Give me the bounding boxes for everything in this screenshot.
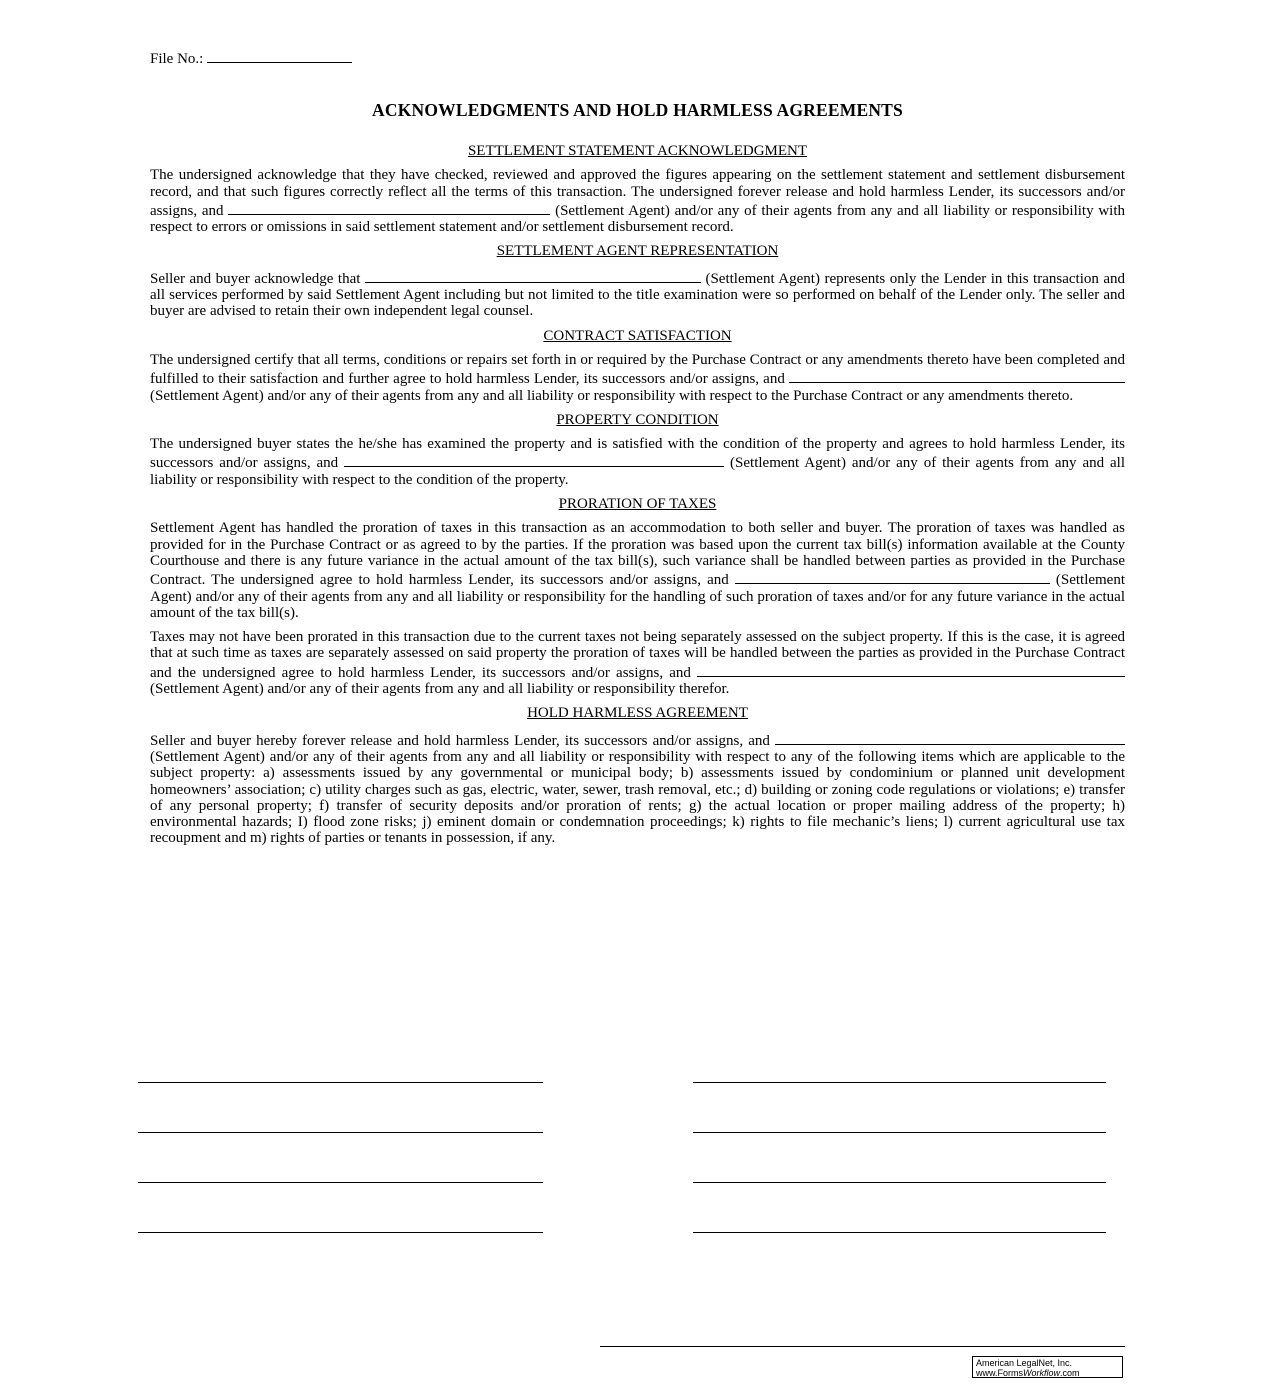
paragraph-unassessed-taxes <box>150 629 1125 697</box>
settlement-agent-blank[interactable] <box>775 730 1125 745</box>
agent-representation-text-1: Seller and buyer acknowledge that <box>150 270 361 287</box>
proration-text-3: Taxes may not have been prorated in this transaction due to the current taxes not being separately assessed on the subject property. If this is the case, it is agreed that at such time as taxes are separately assessed on said property the proration of taxes will be handled between the parties as provided in the Purchase Contract and the undersigned agree to hold harmless Lender, its successors and/or assigns, and <box>150 629 1125 681</box>
footer-divider <box>600 1346 1125 1347</box>
heading-contract-satisfaction: CONTRACT SATISFACTION <box>543 327 732 344</box>
signature-line-right-3[interactable] <box>693 1182 1106 1183</box>
publisher-logo <box>972 1356 1123 1378</box>
settlement-agent-blank[interactable] <box>697 662 1125 677</box>
paragraph-settlement-statement <box>150 167 1125 235</box>
signature-line-left-2[interactable] <box>138 1132 543 1133</box>
settlement-agent-blank[interactable] <box>365 268 701 283</box>
contract-satisfaction-text-1: The undersigned certify that all terms, conditions or repairs set forth in or required by the Purchase Contract or any amendments thereto have been completed and fulfilled to their satisfaction and further agree to hold harmless Lender, its successors and/or assigns, and <box>150 351 1125 388</box>
file-number-label: File No.: <box>150 51 204 67</box>
heading-proration-of-taxes: PRORATION OF TAXES <box>558 496 717 513</box>
contract-satisfaction-text-2: (Settlement Agent) and/or any of their agents from any and all liability or responsibility with respect to the Purchase Contract or any amendments thereto. <box>150 387 1074 404</box>
document-body <box>150 143 1125 855</box>
publisher-name: American LegalNet, Inc. <box>976 1358 1073 1368</box>
property-condition-text-2: (Settlement Agent) and/or any of their agents from any and all liability or responsibility with respect to the condition of the property. <box>150 455 1126 488</box>
heading-property-condition: PROPERTY CONDITION <box>556 411 719 428</box>
page-title: ACKNOWLEDGMENTS AND HOLD HARMLESS AGREEMENTS <box>372 100 903 120</box>
proration-text-2: (Settlement Agent) and/or any of their agents from any and all liability or responsibility for the handling of such proration of taxes and/or for any future variance in the actual amount of the tax bill(s). <box>150 572 1126 621</box>
paragraph-property-condition <box>150 436 1125 488</box>
hold-harmless-text-1: Seller and buyer hereby forever release and hold harmless Lender, its successors and/or assigns, and <box>150 732 770 749</box>
signature-line-left-1[interactable] <box>138 1082 543 1083</box>
publisher-url: www.FormsWorkflow.com <box>976 1368 1080 1378</box>
signature-line-right-1[interactable] <box>693 1082 1106 1083</box>
file-number-field[interactable] <box>207 48 352 63</box>
settlement-agent-blank[interactable] <box>228 200 550 215</box>
paragraph-hold-harmless <box>150 730 1125 847</box>
signature-line-left-3[interactable] <box>138 1182 543 1183</box>
paragraph-proration-of-taxes <box>150 520 1125 621</box>
settlement-statement-text-2: (Settlement Agent) and/or any of their agents from any and all liability or responsibility with respect to errors or omissions in said settlement statement and/or settlement disbursement record. <box>150 202 1126 236</box>
proration-text-1: Settlement Agent has handled the proration of taxes in this transaction as an accommodation to both seller and buyer. The proration of taxes was handled as provided for in the Purchase Contract or as agreed to by the parties. If the proration was based upon the current tax bill(s) information available at the County Courthouse and there is any future variance in the actual amount of the tax bill(s), such variance shall be handled between parties as provided in the Purchase Contract. The undersigned agree to hold harmless Lender, its successors and/or assigns, and <box>150 520 1125 589</box>
file-number <box>150 48 352 68</box>
signature-line-right-4[interactable] <box>693 1232 1106 1233</box>
settlement-agent-blank[interactable] <box>789 368 1125 383</box>
paragraph-contract-satisfaction <box>150 352 1125 404</box>
agent-representation-text-2: (Settlement Agent) represents only the Lender in this transaction and all services performed by said Settlement Agent including but not limited to the title examination were so performed on behalf of the Lender only. The seller and buyer are advised to retain their own independent legal counsel. <box>150 270 1126 320</box>
heading-hold-harmless: HOLD HARMLESS AGREEMENT <box>527 705 748 722</box>
settlement-agent-blank[interactable] <box>735 569 1050 584</box>
property-condition-text-1: The undersigned buyer states the he/she has examined the property and is satisfied with the condition of the property and agrees to hold harmless Lender, its successors and/or assigns, and <box>150 436 1125 472</box>
heading-agent-representation: SETTLEMENT AGENT REPRESENTATION <box>496 243 779 260</box>
settlement-statement-text-1: The undersigned acknowledge that they have checked, reviewed and approved the figures appearing on the settlement statement and settlement disbursement record, and that such figures correctly reflect all the terms of this transaction. The undersigned forever release and hold harmless Lender, its successors and/or assigns, and <box>150 167 1125 219</box>
signature-line-left-4[interactable] <box>138 1232 543 1233</box>
signature-line-right-2[interactable] <box>693 1132 1106 1133</box>
settlement-agent-blank[interactable] <box>344 452 724 467</box>
paragraph-agent-representation <box>150 268 1125 320</box>
heading-settlement-statement: SETTLEMENT STATEMENT ACKNOWLEDGMENT <box>467 143 808 159</box>
proration-text-4: (Settlement Agent) and/or any of their agents from any and all liability or responsibility therefor. <box>150 681 730 698</box>
hold-harmless-text-2: (Settlement Agent) and/or any of their agents from any and all liability or responsibility with respect to any of the following items which are applicable to the subject property: a) assessments issued by any governmental or municipal body; b) assessments issued by condominium or planned unit development homeowners’ association; c) utility charges such as gas, electric, water, sewer, trash removal, etc.; d) building or zoning code regulations or violations; e) transfer of any personal property; f) transfer of security deposits and/or proration of rents; g) the actual location or proper mailing address of the property; h) environmental hazards; I) flood zone risks; j) eminent domain or condemnation proceedings; k) rights to file mechanic’s liens; l) current agricultural use tax recoupment and m) rights of parties or tenants in possession, if any. <box>150 748 1125 847</box>
